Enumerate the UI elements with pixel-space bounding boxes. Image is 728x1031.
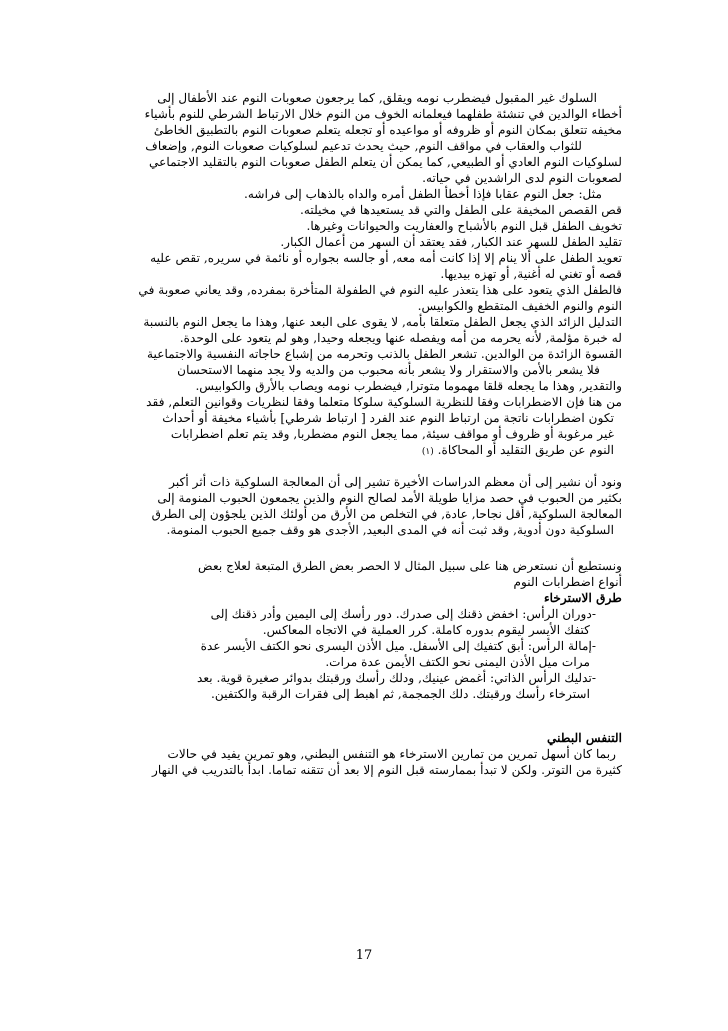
text-line: لسلوكيات النوم العادي أو الطبيعي, كما يمكن أن يتعلم الطفل صعوبات النوم بالتقليد الاجتماعي	[148, 155, 622, 169]
text-line: استرخاء رأسك ورقبتك. دلك الجمجمة, ثم اهبط إلى فقرات الرقبة والكتفين.	[211, 687, 590, 701]
text-line: فلا يشعر بالأمن والاستقرار ولا يشعر بأنه محبوب من والديه ولا يجد منهما الاستحسان	[177, 363, 600, 377]
text-line: تقليد الطفل للسهر عند الكبار, فقد يعتقد أن السهر من أعمال الكبار.	[280, 235, 622, 249]
text-line: له خبرة مؤلمة, لأنه يحرمه من أمه ويفصله عنها ويجعله وحيدا, وهو لم يتعود على الوحدة.	[179, 331, 622, 345]
text-line: أخطاء الوالدين في تنشئة طفلهما فيعلمانه الخوف من النوم خلال الارتباط الشرطي للنوم بأشياء	[144, 107, 622, 121]
text-line: كتفك الأيسر ليقوم بدوره كاملة. كرر العملية في الاتجاه المعاكس.	[262, 623, 590, 637]
text-line: -إمالة الرأس: أبق كتفيك إلى الأسفل. ميل الأذن اليسرى نحو الكتف الأيسر عدة	[200, 639, 596, 653]
text-line: السلوكية دون أدوية, وقد ثبت أنه في المدى البعيد, الأجدى هو وقف جميع الحبوب المنومة.	[166, 523, 614, 537]
text-line: السلوك غير المقبول فيضطرب نومه ويقلق, كما يرجعون صعوبات النوم عند الأطفال إلى	[157, 91, 597, 105]
text-line: القسوة الزائدة من الوالدين. تشعر الطفل بالذنب وتحرمه من إشباع حاجاته النفسية والاجتماعية	[147, 347, 622, 361]
text-line: ربما كان أسهل تمرين من تمارين الاسترخاء هو التنفس البطني, وهو تمرين يفيد في حالات	[167, 747, 616, 761]
text-line	[422, 442, 614, 460]
text-line: ونود أن نشير إلى أن معظم الدراسات الأخيرة تشير إلى أن المعالجة السلوكية ذات أثر أكبر	[169, 475, 622, 489]
text-line: تخويف الطفل قبل النوم بالأشباح والعفاريت والحيوانات وغيرها.	[306, 219, 622, 233]
text-line: أنواع اضطرابات النوم	[513, 575, 622, 589]
footnote-reference: (١)	[421, 447, 434, 457]
text-line: -دوران الرأس: اخفض ذقنك إلى صدرك. دور رأسك إلى اليمين وأدر ذقنك إلى	[210, 607, 596, 621]
text-line: التدليل الزائد الذي يجعل الطفل متعلقا بأمه, لا يقوى على البعد عنها, وهذا ما يجعل النوم بالنسبة	[143, 315, 622, 329]
text-line: ونستطيع أن نستعرض هنا على سبيل المثال لا الحصر بعض الطرق المتبعة لعلاج بعض	[198, 559, 622, 573]
text-line: فالطفل الذي يتعود على هذا يتعذر عليه النوم في الطفولة المتأخرة بمفرده, وقد يعاني صعوبة في	[138, 283, 622, 297]
text-line: كثيرة من التوتر. ولكن لا تبدأ بممارسته قبل النوم إلا بعد أن تتقنه تماما. ابدأ بالتدريب في النهار	[152, 763, 622, 777]
text-line: بكثير من الحبوب في حصد مزايا طويلة الأمد لصالح النوم والذين يجمعون الحبوب المنومة إلى	[157, 491, 622, 505]
text-line: لصعوبات النوم لدى الراشدين في حياته.	[422, 171, 622, 185]
section-heading: طرق الاسترخاء	[543, 591, 622, 605]
page-number: 17	[355, 948, 373, 963]
text-line: تعويد الطفل على ألا ينام إلا إذا كانت أمه معه, أو جالسه بجواره أو نائمة في سريره, تقص عليه	[150, 251, 622, 265]
text-line: للثواب والعقاب في مواقف النوم, حيث يحدث تدعيم لسلوكيات صعوبات النوم, وإضعاف	[145, 139, 582, 153]
text-line: من هنا فإن الاضطرابات وفقا للنظرية السلوكية سلوكا متعلما وفقا لنظريات وقوانين التعلم, فقد	[146, 395, 622, 409]
text-line: النوم والنوم الخفيف المتقطع والكوابيس.	[417, 299, 622, 313]
text-line: مخيفه تتعلق بمكان النوم أو ظروفه أو مواعيده أو تجعله يتعلم صعوبات النوم بالتطبيق الخاطئ	[153, 123, 622, 137]
section-heading: التنفس البطني	[546, 731, 622, 745]
text-line: مرات ميل الأذن اليمنى نحو الكتف الأيمن عدة مرات.	[325, 655, 590, 669]
text-line: تكون اضطرابات ناتجة من ارتباط النوم عند الفرد [ ارتباط شرطي] بأشياء مخيفة أو أحداث	[162, 411, 614, 425]
text-line: والتقدير, وهذا ما يجعله قلقا مهموما متوترا, فيضطرب نومه ويصاب بالأرق والكوابيس.	[195, 379, 622, 393]
text-line: -تدليك الرأس الذاتي: أغمض عينيك, ودلك رأسك ورقبتك بدوائر صغيرة قوية. بعد	[196, 671, 596, 685]
text-line: مثل: جعل النوم عقابا فإذا أخطأ الطفل أمره والداه بالذهاب إلى فراشه.	[244, 187, 602, 201]
text-line-content: النوم عن طريق التقليد أو المحاكاة.	[437, 443, 614, 457]
text-line: قص القصص المخيفة على الطفل والتي قد يستعيدها في مخيلته.	[300, 203, 622, 217]
text-line: المعالجة السلوكية, أقل نجاحا, عادة, في التخلص من الأرق من أولئك الذين يلجؤون إلى الطرق	[151, 507, 622, 521]
text-line: قصه أو تغني له أغنية, أو تهزه بيديها.	[440, 267, 622, 281]
text-line: غير مرغوبة أو ظروف أو مواقف سيئة, مما يجعل النوم مضطربا, وقد يتم تعلم اضطرابات	[170, 427, 614, 441]
